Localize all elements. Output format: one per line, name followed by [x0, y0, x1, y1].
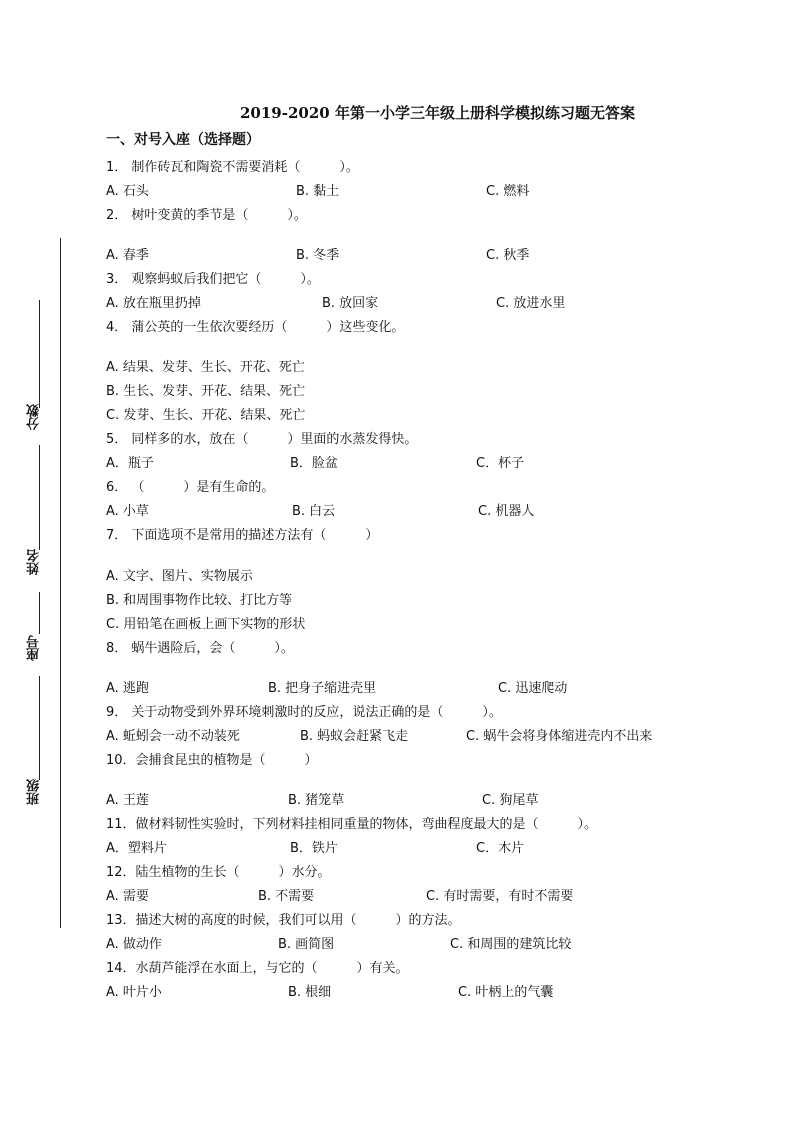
q13-option-b[interactable]: B. 画简图 [278, 937, 335, 952]
q5-option-a[interactable]: A．瓶子 [106, 456, 154, 471]
q11-option-b[interactable]: B．铁片 [290, 841, 338, 856]
q1-option-c[interactable]: C. 燃料 [486, 184, 530, 199]
margin-line [60, 238, 61, 928]
q8-option-b[interactable]: B. 把身子缩进壳里 [268, 681, 377, 696]
score-field [25, 300, 43, 440]
question-4: 4． 蒲公英的一生依次要经历（ ）这些变化。 [106, 320, 405, 335]
name-blank [39, 445, 40, 550]
seat-label: 座号 [27, 635, 42, 661]
question-5: 5． 同样多的水，放在（ ）里面的水蒸发得快。 [106, 432, 418, 447]
question-6: 6． （ ）是有生命的。 [106, 480, 275, 495]
class-field [25, 676, 43, 816]
q10-option-c[interactable]: C. 狗尾草 [482, 793, 539, 808]
question-11: 11．做材料韧性实验时，下列材料挂相同重量的物体，弯曲程度最大的是（ ）。 [106, 817, 598, 832]
q2-option-c[interactable]: C. 秋季 [486, 248, 530, 263]
q5-option-c[interactable]: C．杯子 [476, 456, 525, 471]
score-label: 分数 [27, 404, 42, 430]
question-2: 2． 树叶变黄的季节是（ ）。 [106, 208, 307, 223]
question-1: 1． 制作砖瓦和陶瓷不需要消耗（ ）。 [106, 160, 359, 175]
question-14: 14．水葫芦能浮在水面上，与它的（ ）有关。 [106, 961, 409, 976]
q2-option-b[interactable]: B. 冬季 [296, 248, 340, 263]
q3-option-c[interactable]: C. 放进水里 [496, 296, 566, 311]
q1-option-b[interactable]: B. 黏土 [296, 184, 340, 199]
name-field [25, 445, 43, 585]
question-9: 9． 关于动物受到外界环境刺激时的反应，说法正确的是（ ）。 [106, 705, 502, 720]
question-3: 3． 观察蚂蚁后我们把它（ ）。 [106, 272, 320, 287]
q7-option-c[interactable]: C. 用铅笔在画板上画下实物的形状 [106, 617, 306, 632]
q12-option-a[interactable]: A. 需要 [106, 889, 149, 904]
question-13: 13．描述大树的高度的时候，我们可以用（ ）的方法。 [106, 913, 461, 928]
q9-option-a[interactable]: A. 蚯蚓会一动不动装死 [106, 729, 240, 744]
class-blank [39, 676, 40, 780]
q6-option-b[interactable]: B. 白云 [292, 504, 336, 519]
q11-option-c[interactable]: C．木片 [476, 841, 525, 856]
q2-option-a[interactable]: A. 春季 [106, 248, 149, 263]
q7-option-b[interactable]: B. 和周围事物作比较、打比方等 [106, 593, 293, 608]
seat-blank [39, 592, 40, 634]
q9-option-b[interactable]: B. 蚂蚁会赶紧飞走 [300, 729, 409, 744]
q12-option-b[interactable]: B. 不需要 [258, 889, 315, 904]
q14-option-b[interactable]: B. 根细 [288, 985, 332, 1000]
q10-option-a[interactable]: A. 王莲 [106, 793, 149, 808]
q8-option-a[interactable]: A. 逃跑 [106, 681, 149, 696]
question-7: 7． 下面选项不是常用的描述方法有（ ） [106, 528, 379, 543]
q13-option-a[interactable]: A. 做动作 [106, 937, 162, 952]
q8-option-c[interactable]: C. 迅速爬动 [498, 681, 568, 696]
q10-option-b[interactable]: B. 猪笼草 [288, 793, 345, 808]
q6-option-c[interactable]: C. 机器人 [478, 504, 535, 519]
q5-option-b[interactable]: B．脸盆 [290, 456, 338, 471]
q4-option-b[interactable]: B. 生长、发芽、开花、结果、死亡 [106, 384, 306, 399]
q11-option-a[interactable]: A．塑料片 [106, 841, 167, 856]
q14-option-a[interactable]: A. 叶片小 [106, 985, 162, 1000]
page-title: 2019-2020 年第一小学三年级上册科学模拟练习题无答案 [240, 104, 635, 122]
section-heading: 一、对号入座（选择题） [106, 132, 260, 148]
q6-option-a[interactable]: A. 小草 [106, 504, 149, 519]
q3-option-b[interactable]: B. 放回家 [322, 296, 379, 311]
q4-option-a[interactable]: A. 结果、发芽、生长、开花、死亡 [106, 360, 305, 375]
question-10: 10．会捕食昆虫的植物是（ ） [106, 753, 318, 768]
q1-option-a[interactable]: A. 石头 [106, 184, 149, 199]
q14-option-c[interactable]: C. 叶柄上的气囊 [458, 985, 554, 1000]
seat-field [25, 592, 43, 672]
question-8: 8． 蜗牛遇险后，会（ ）。 [106, 641, 294, 656]
q4-option-c[interactable]: C. 发芽、生长、开花、结果、死亡 [106, 408, 306, 423]
question-12: 12．陆生植物的生长（ ）水分。 [106, 865, 331, 880]
score-blank [39, 300, 40, 408]
name-label: 姓名 [27, 549, 42, 575]
q3-option-a[interactable]: A. 放在瓶里扔掉 [106, 296, 201, 311]
q7-option-a[interactable]: A. 文字、图片、实物展示 [106, 569, 253, 584]
q9-option-c[interactable]: C. 蜗牛会将身体缩进壳内不出来 [466, 729, 653, 744]
q12-option-c[interactable]: C. 有时需要，有时不需要 [426, 889, 574, 904]
q13-option-c[interactable]: C. 和周围的建筑比较 [450, 937, 572, 952]
class-label: 班级 [27, 779, 42, 805]
